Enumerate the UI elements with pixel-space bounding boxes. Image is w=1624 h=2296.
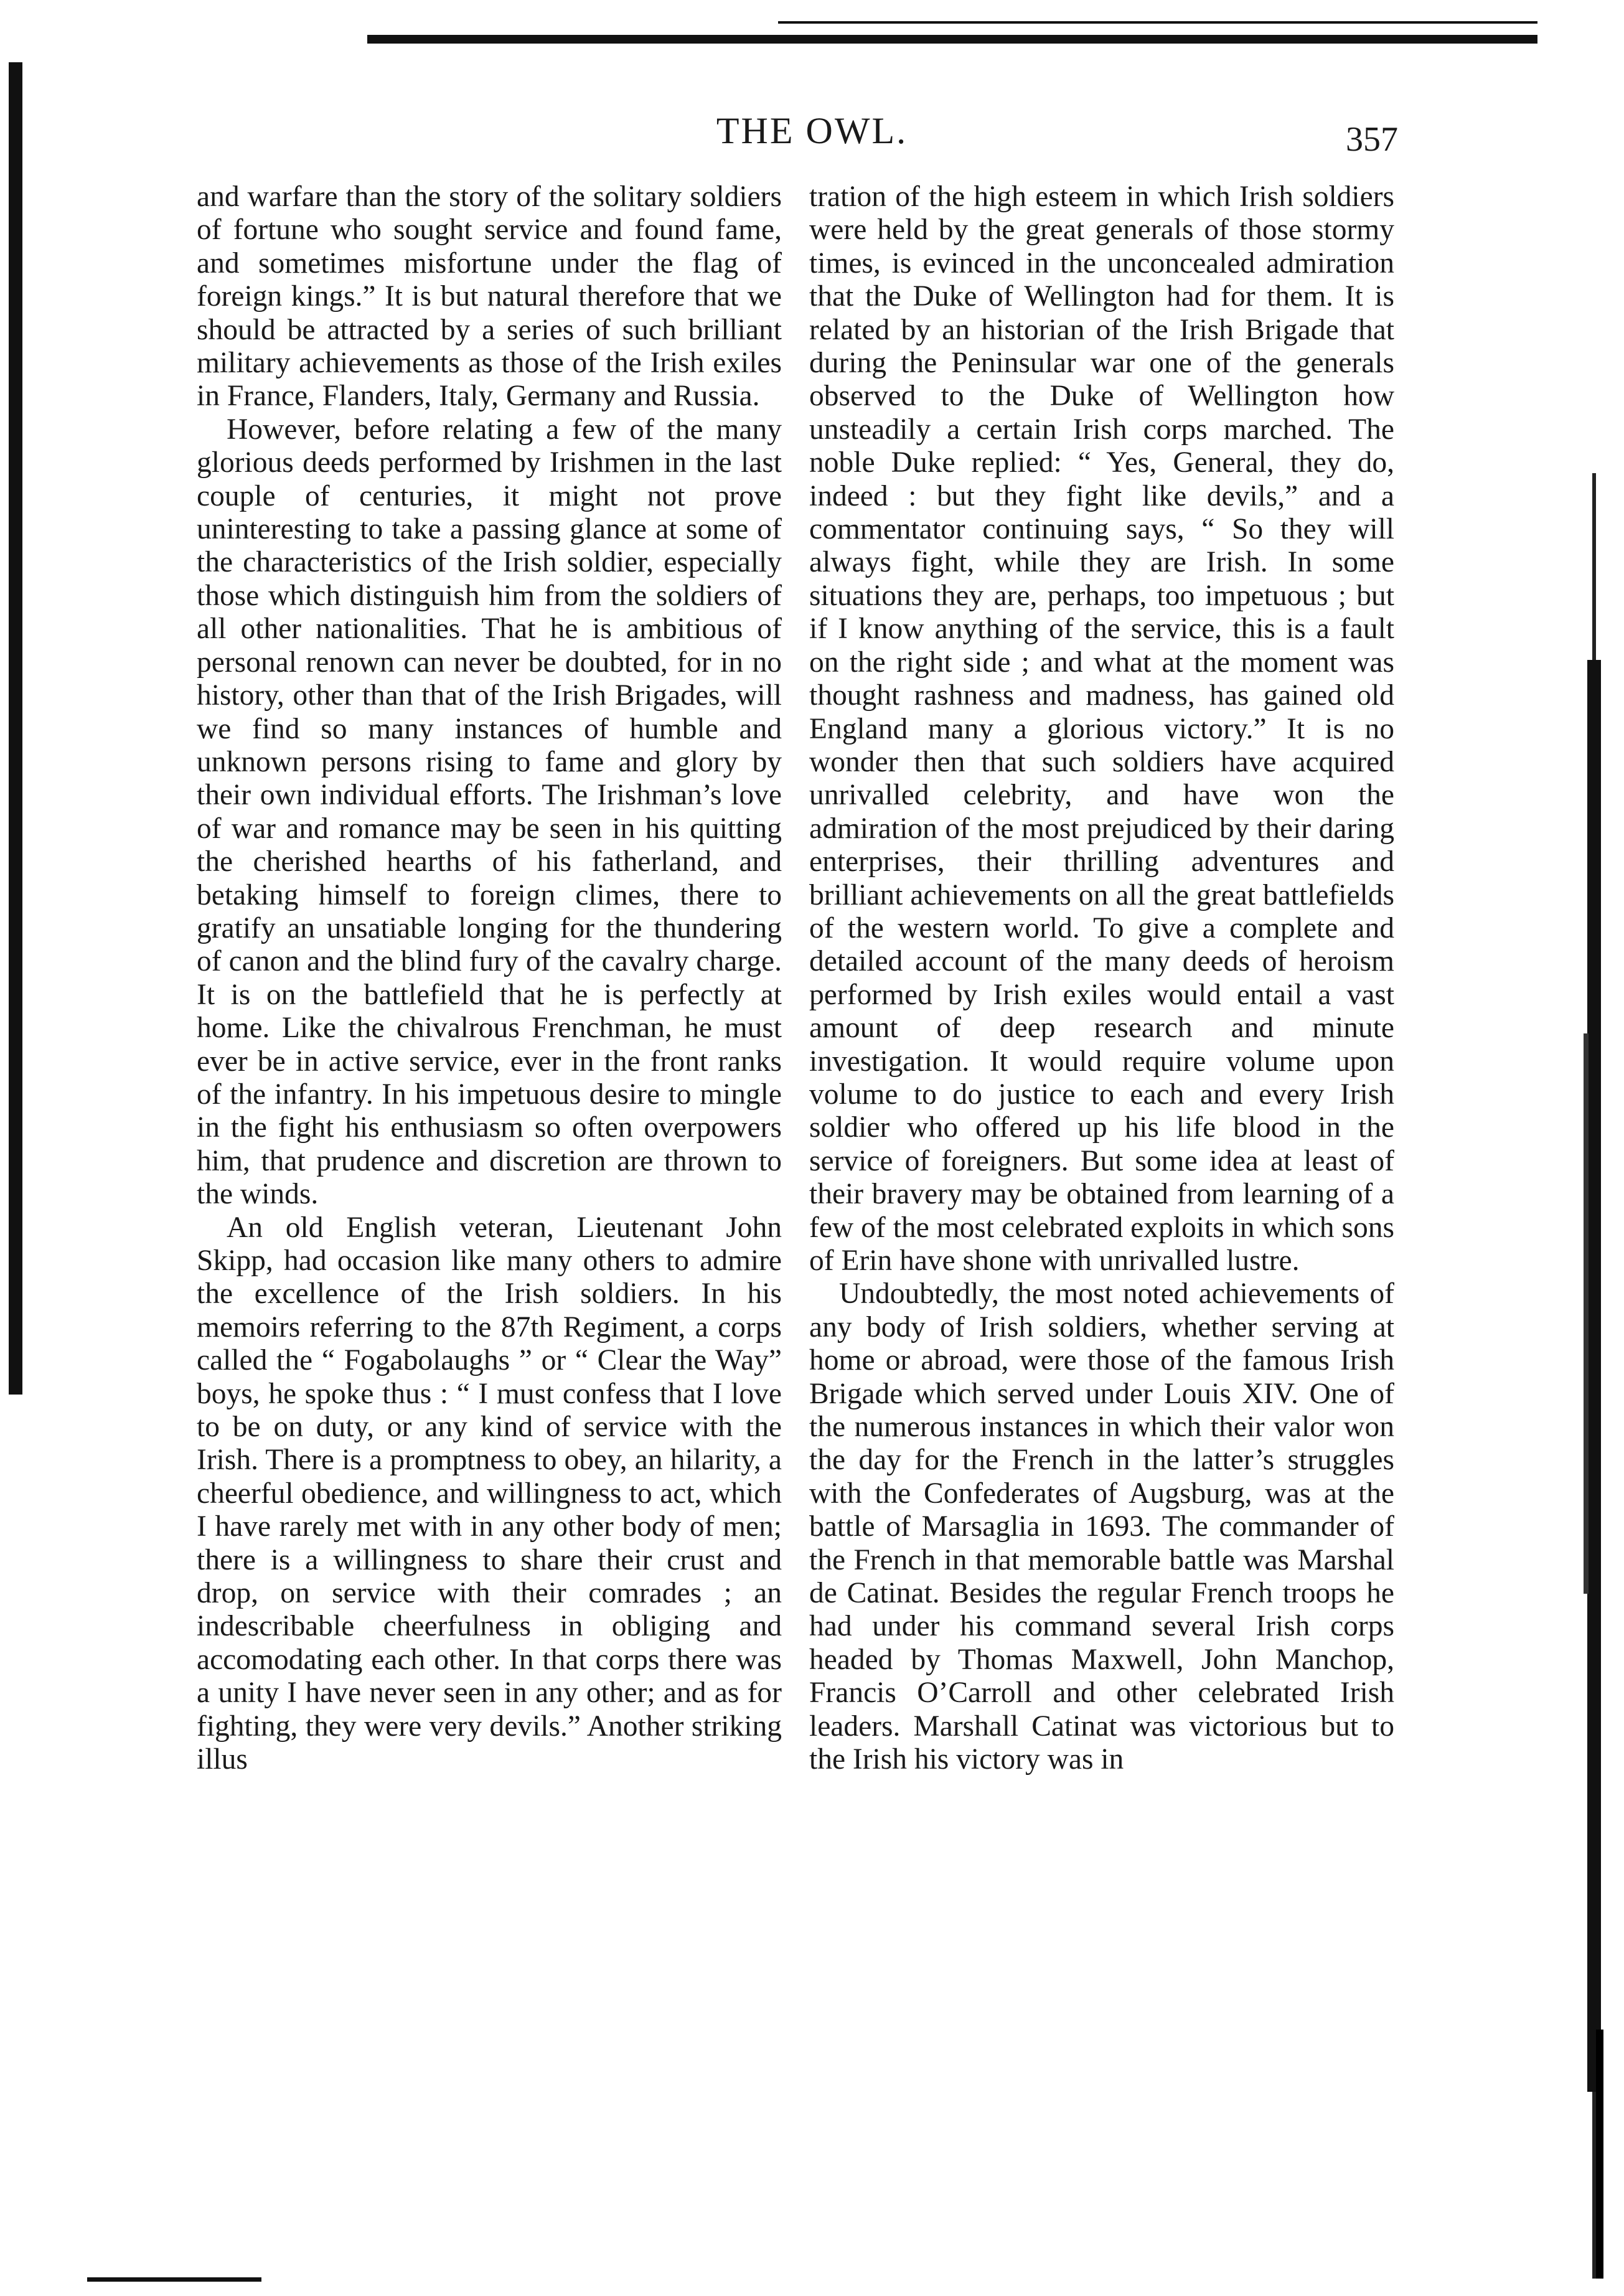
page-binding-edge [1569,473,1603,2279]
right-paragraph-2: Undoubtedly, the most noted achievements of any body of Irish soldiers, whether serving at home or abroad, were those of the famous Irish Brigade which served under Louis XIV. One of the numerous instances in which their valor won the day for the French in the latter’s struggles with the Confederates of Augsburg, was at the battle of Marsaglia in 1693. The commander of the French in that memorable battle was Marshal de Catinat. Besides the regular French troops he had under his command several Irish corps headed by Thomas Maxwell, John Manchop, Francis O’Carroll and other celebrated Irish leaders. Marshall Catinat was victorious but to the Irish his victory was in [809,1277,1394,1776]
left-paragraph-1: and warfare than the story of the solitary soldiers of fortune who sought service and found fame, and sometimes misfortune under the flag of foreign kings.” It is but natural therefore that we should be attracted by a series of such brilliant military achievements as those of the Irish exiles in France, Flanders, Italy, Germany and Russia. [197,181,782,413]
running-title: THE OWL. [716,110,908,151]
page-header [0,110,1624,159]
right-paragraph-1: tration of the high esteem in which Irish soldiers were held by the great generals of those stormy times, is evinced in the unconcealed admiration that the Duke of Wellington had for them. It is related by an historian of the Irish Brigade that during the Peninsular war one of the generals observed to the Duke of Wellington how unsteadily a certain Irish corps marched. The noble Duke replied: “ Yes, General, they do, indeed : but they fight like devils,” and a commentator continuing says, “ So they will always fight, while they are Irish. In some situations they are, perhaps, too impetuous ; but if I know anything of the service, this is a fault on the right side ; and what at the moment was thought rashness and madness, has gained old England many a glorious victory.” It is no wonder then that such soldiers have acquired unrivalled celebrity, and have won the admiration of the most prejudiced by their daring enterprises, their thrilling adventures and brilliant achievements on all the great battlefields of the western world. To give a complete and detailed account of the many deeds of heroism performed by Irish exiles would entail a vast amount of deep research and minute investigation. It would require volume upon volume to do justice to each and every Irish soldier who offered up his life blood in the service of foreigners. But some idea at least of their bravery may be obtained from learning of a few of the most celebrated exploits in which sons of Erin have shone with unrivalled lustre. [809,181,1394,1277]
left-margin-bar [9,62,22,1395]
bottom-rule [87,2277,261,2282]
right-column [809,181,1394,1777]
left-column [197,181,782,1777]
top-rule-thin [778,21,1537,24]
left-paragraph-3: An old English veteran, Lieutenant John Skipp, had occasion like many others to admire the excellence of the Irish soldiers. In his memoirs referring to the 87th Regiment, a corps called the “ Fogabolaughs ” or “ Clear the Way” boys, he spoke thus : “ I must confess that I love to be on duty, or any kind of service with the Irish. There is a promptness to obey, an hilarity, a cheerful obedience, and willingness to act, which I have rarely met with in any other body of men; there is a willingness to share their crust and drop, on service with their comrades ; an indescribable cheerfulness in obliging and accomodating each other. In that corps there was a unity I have never seen in any other; and as for fighting, they were very devils.” Another striking illus [197,1211,782,1776]
page-number: 357 [1346,120,1398,159]
top-rule-thick [367,35,1537,44]
left-paragraph-2: However, before relating a few of the many glorious deeds performed by Irishmen in the last couple of centuries, it might not prove uninteresting to take a passing glance at some of the characteristics of the Irish soldier, especially those which distinguish him from the soldiers of all other nationalities. That he is ambitious of personal renown can never be doubted, for in no history, other than that of the Irish Brigades, will we find so many instances of humble and unknown persons rising to fame and glory by their own individual efforts. The Irishman’s love of war and romance may be seen in his quitting the cherished hearths of his fatherland, and betaking himself to foreign climes, there to gratify an unsatiable longing for the thundering of canon and the blind fury of the cavalry charge. It is on the battlefield that he is perfectly at home. Like the chivalrous Frenchman, he must ever be in active service, ever in the front ranks of the infantry. In his impetuous desire to mingle in the fight his enthusiasm so often overpowers him, that prudence and discretion are thrown to the winds. [197,413,782,1211]
